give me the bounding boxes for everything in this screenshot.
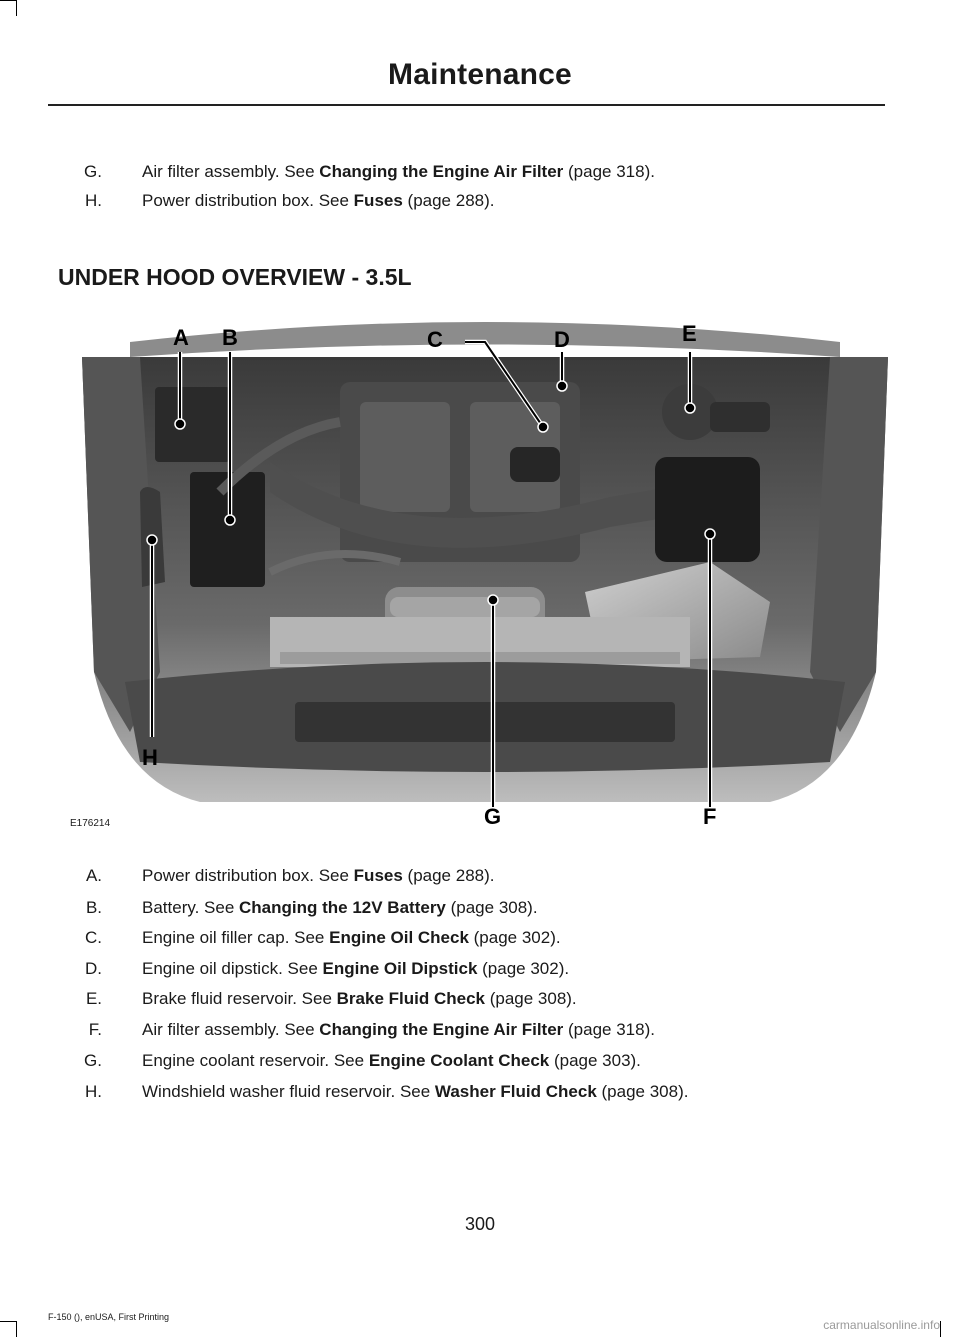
legend-item: B. Battery. See Changing the 12V Battery (page 308). bbox=[85, 898, 538, 917]
callout-label-c: C bbox=[427, 327, 443, 352]
reference-link[interactable]: Engine Oil Check bbox=[329, 928, 469, 947]
legend-item: C. Engine oil filler cap. See Engine Oil Check (page 302). bbox=[85, 928, 561, 947]
reference-link[interactable]: Washer Fluid Check bbox=[434, 1082, 597, 1101]
legend-item: A. Power distribution box. See Fuses (page 288). bbox=[85, 866, 495, 885]
callout-label-f: F bbox=[703, 804, 717, 829]
crop-mark bbox=[16, 0, 17, 16]
callout-label-d: D bbox=[554, 327, 570, 352]
reference-link[interactable]: Engine Oil Dipstick bbox=[322, 959, 478, 978]
page-number: 300 bbox=[464, 1214, 496, 1234]
footer-printing: F-150 (), enUSA, First Printing bbox=[48, 1312, 170, 1322]
callout-label-b: B bbox=[222, 325, 238, 350]
reference-link[interactable]: Engine Coolant Check bbox=[368, 1051, 550, 1070]
callout-label-g: G bbox=[484, 804, 502, 829]
legend-item: H. Windshield washer fluid reservoir. See Washer Fluid Check (page 308). bbox=[85, 1082, 689, 1101]
callout-label-e: E bbox=[682, 321, 697, 346]
legend-item: D. Engine oil dipstick. See Engine Oil Dipstick (page 302). bbox=[85, 959, 570, 978]
list-item: G. Air filter assembly. See Changing the Engine Air Filter (page 318). bbox=[84, 162, 655, 181]
reference-link[interactable]: Changing the 12V Battery bbox=[239, 898, 446, 917]
reference-link[interactable]: Fuses bbox=[353, 191, 403, 210]
list-item: H. Power distribution box. See Fuses (page 288). bbox=[85, 191, 495, 210]
engine-bay-illustration bbox=[70, 312, 900, 832]
legend-item: E. Brake fluid reservoir. See Brake Fluid Check (page 308). bbox=[85, 989, 577, 1008]
crop-mark bbox=[0, 0, 16, 1]
reference-link[interactable]: Changing the Engine Air Filter bbox=[319, 162, 564, 181]
crop-mark bbox=[16, 1321, 17, 1337]
reference-link[interactable]: Brake Fluid Check bbox=[336, 989, 485, 1008]
header-divider bbox=[48, 104, 885, 106]
crop-mark bbox=[0, 1321, 16, 1322]
legend-item: G. Engine coolant reservoir. See Engine Coolant Check (page 303). bbox=[84, 1051, 641, 1070]
callout-label-a: A bbox=[173, 325, 189, 350]
legend-item: F. Air filter assembly. See Changing the Engine Air Filter (page 318). bbox=[88, 1020, 655, 1039]
figure-id: E176214 bbox=[70, 818, 111, 829]
reference-link[interactable]: Fuses bbox=[353, 866, 403, 885]
callout-label-h: H bbox=[142, 745, 158, 770]
engine-bay-figure bbox=[70, 312, 900, 832]
watermark: carmanualsonline.info bbox=[823, 1318, 940, 1332]
reference-link[interactable]: Changing the Engine Air Filter bbox=[319, 1020, 564, 1039]
crop-mark bbox=[940, 1321, 941, 1337]
page-title: Maintenance bbox=[388, 58, 572, 91]
section-heading: UNDER HOOD OVERVIEW - 3.5L bbox=[58, 264, 412, 290]
